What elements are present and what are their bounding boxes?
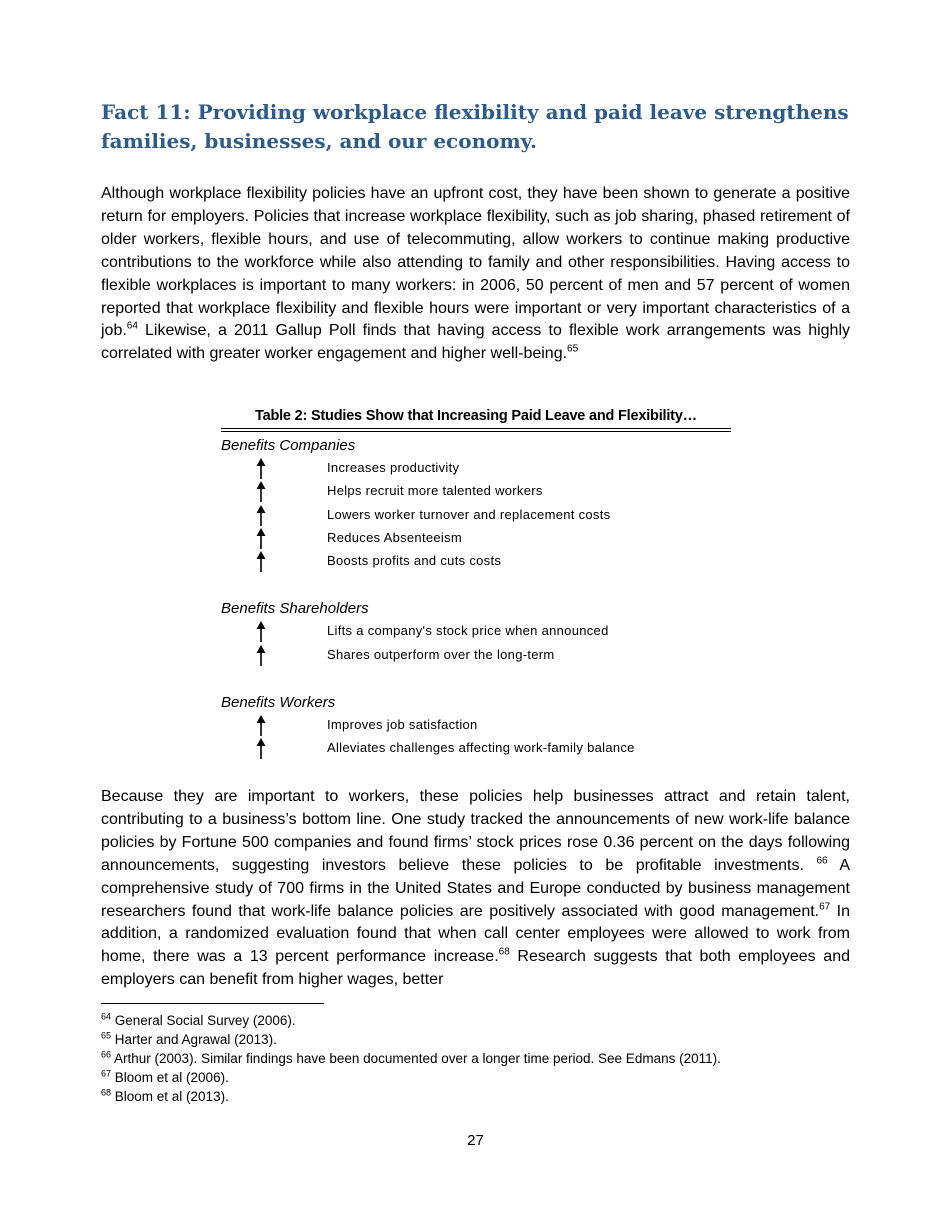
benefit-row	[221, 527, 731, 550]
up-arrow-icon	[254, 528, 268, 550]
benefit-text: Reduces Absenteeism	[327, 529, 463, 545]
benefit-text: Lifts a company's stock price when announced	[327, 623, 609, 639]
benefit-row	[221, 550, 731, 573]
footnote-number: 67	[101, 1068, 112, 1079]
footnote-text: Arthur (2003). Similar findings have been documented over a longer time period. See Edmans (2011).	[111, 1051, 721, 1066]
up-arrow-icon	[254, 738, 268, 760]
up-arrow-icon	[254, 715, 268, 737]
paragraph-2-text-c: In addition, a randomized evaluation found that when call center employees were allowed to work from home, there was a 13 percent performance increase.	[101, 902, 850, 966]
page-number: 27	[467, 1132, 484, 1149]
benefit-row	[221, 644, 731, 667]
paragraph-1-text-b: Likewise, a 2011 Gallup Poll finds that having access to flexible work arrangements was highly correlated with greater worker engagement and higher well-being.	[101, 322, 850, 363]
footnote-ref-68[interactable]: 68	[498, 947, 510, 959]
paragraph-2-text-a: Because they are important to workers, these policies help businesses attract and retain talent, contributing to a business’s bottom line. One study tracked the announcements of new work-life balance policies by Fortune 500 companies and found firms’ stock prices rose 0.36 percent on the days following announcements, suggesting investors believe these policies to be profitable investments.	[101, 788, 850, 874]
footnote-text: Harter and Agrawal (2013).	[111, 1032, 277, 1047]
footnote-ref-66[interactable]: 66	[816, 855, 828, 867]
fact-heading: Fact 11: Providing workplace flexibility and paid leave strengthens families, businesses, and our economy.	[101, 100, 849, 153]
up-arrow-icon	[254, 505, 268, 527]
footnote-number: 66	[101, 1049, 112, 1060]
footnote-68	[101, 1087, 721, 1106]
table-double-rule	[221, 428, 731, 432]
benefit-text: Improves job satisfaction	[327, 717, 478, 733]
benefit-row	[221, 457, 731, 480]
benefit-text: Alleviates challenges affecting work-family balance	[327, 740, 635, 756]
benefit-text: Boosts profits and cuts costs	[327, 553, 502, 569]
footnote-ref-67[interactable]: 67	[819, 901, 831, 913]
table-title: Table 2: Studies Show that Increasing Paid Leave and Flexibility…	[255, 408, 697, 424]
table-groups	[221, 435, 731, 761]
footnote-66	[101, 1049, 721, 1068]
benefit-row	[221, 504, 731, 527]
footnote-67	[101, 1068, 721, 1087]
benefits-table	[221, 408, 731, 761]
footnote-64	[101, 1011, 721, 1030]
benefit-group	[221, 692, 731, 761]
group-spacer	[221, 667, 731, 689]
benefit-group	[221, 435, 731, 573]
paragraph-2-text-b: A comprehensive study of 700 firms in the United States and Europe conducted by business management researchers found that work-life balance policies are positively associated with good management.	[101, 856, 850, 920]
footnote-text: Bloom et al (2013).	[111, 1089, 229, 1104]
footnote-ref-64[interactable]: 64	[126, 321, 138, 333]
paragraph-2-text-d: Research suggests that both employees and employers can benefit from higher wages, better	[101, 948, 851, 989]
up-arrow-icon	[254, 645, 268, 667]
footnote-divider	[101, 1003, 324, 1004]
benefit-group	[221, 598, 731, 667]
footnote-number: 64	[101, 1011, 112, 1022]
benefit-text: Increases productivity	[327, 460, 460, 475]
up-arrow-icon	[254, 458, 268, 480]
paragraph-1	[101, 183, 850, 366]
benefit-group-title: Benefits Companies	[221, 437, 356, 454]
paragraph-1-text-a: Although workplace flexibility policies have an upfront cost, they have been shown to generate a positive return for employers. Policies that increase workplace flexibility, such as job sharing, phased retirement of older workers, flexible hours, and use of telecommuting, allow workers to continue making productive contributions to the workforce while also attending to family and other responsibilities. Having access to flexible workplaces is important to many workers: in 2006, 50 percent of men and 57 percent of women reported that workplace flexibility and flexible hours were important or very important characteristics of a job.	[101, 185, 850, 340]
footnote-text: Bloom et al (2006).	[111, 1070, 229, 1085]
benefit-row	[221, 620, 731, 643]
benefit-group-title: Benefits Shareholders	[221, 600, 369, 618]
benefit-group-title: Benefits Workers	[221, 694, 336, 712]
footnote-65	[101, 1030, 721, 1049]
benefit-row	[221, 737, 731, 760]
group-spacer	[221, 573, 731, 595]
benefit-text: Lowers worker turnover and replacement costs	[327, 506, 611, 522]
footnote-text: General Social Survey (2006).	[111, 1013, 296, 1028]
footnote-ref-65[interactable]: 65	[567, 344, 579, 356]
paragraph-2	[101, 786, 850, 992]
up-arrow-icon	[254, 551, 268, 573]
benefit-text: Helps recruit more talented workers	[327, 483, 543, 499]
footnotes	[101, 1011, 721, 1106]
benefit-row	[221, 714, 731, 737]
footnote-number: 65	[101, 1030, 112, 1041]
up-arrow-icon	[254, 621, 268, 643]
footnote-number: 68	[101, 1087, 112, 1098]
up-arrow-icon	[254, 481, 268, 503]
benefit-text: Shares outperform over the long-term	[327, 646, 555, 662]
benefit-row	[221, 480, 731, 503]
